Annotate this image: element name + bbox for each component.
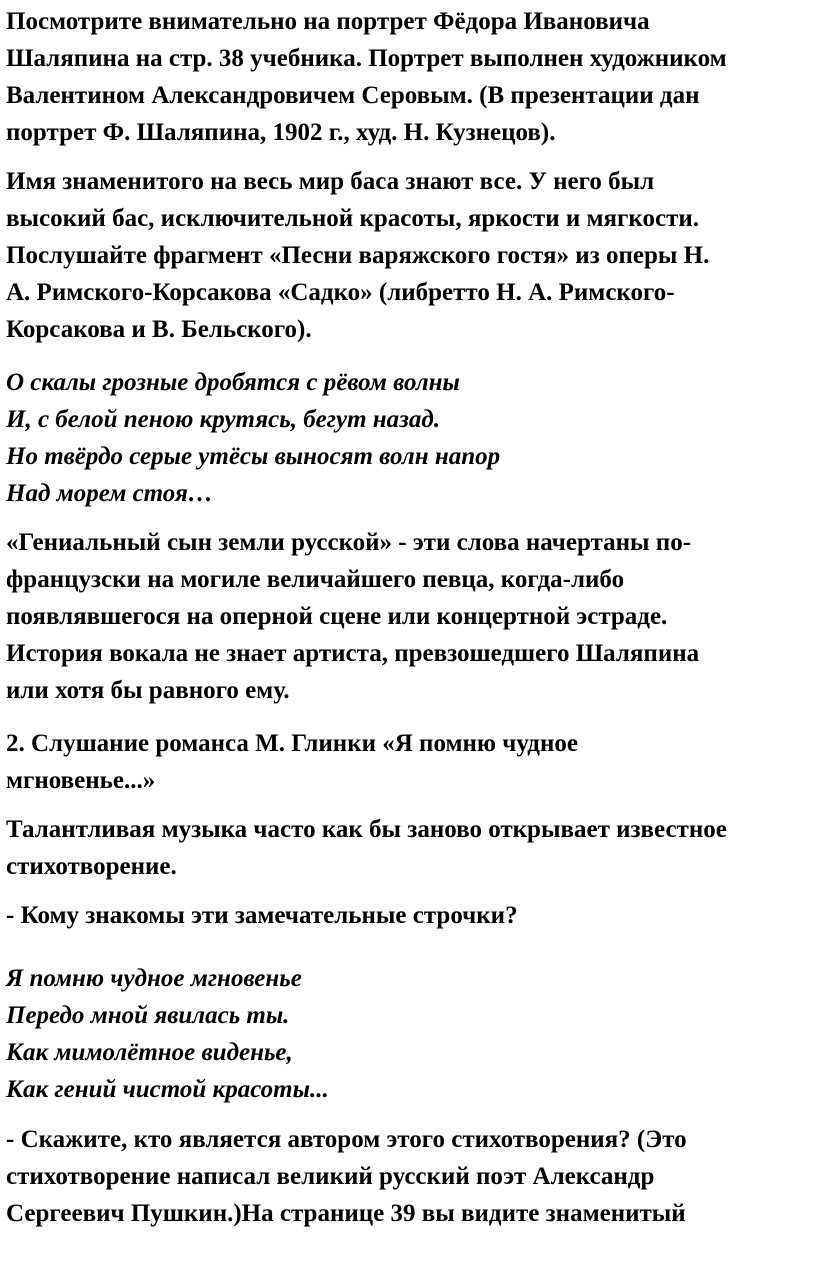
poem-line: И, с белой пеною крутясь, бегут назад. — [6, 406, 441, 433]
poem-line: О скалы грозные дробятся с рёвом волны — [6, 369, 460, 396]
poem-line: Над морем стоя… — [6, 480, 213, 507]
text-line: или хотя бы равного ему. — [6, 677, 290, 704]
text-line: французски на могиле величайшего певца, когда-либо — [6, 566, 625, 593]
paragraph-famous-bass — [6, 163, 812, 348]
text-line: История вокала не знает артиста, превзошедшего Шаляпина — [6, 640, 700, 667]
heading-line: мгновенье...» — [6, 767, 156, 794]
poem-pushkin — [6, 960, 812, 1108]
paragraph-author-question — [6, 1121, 812, 1232]
paragraph-genius-son — [6, 524, 812, 709]
text-line: - Скажите, кто является автором этого стихотворения? (Это — [6, 1126, 687, 1153]
poem-line: Но твёрдо серые утёсы выносят волн напор — [6, 443, 501, 470]
text-line: Талантливая музыка часто как бы заново открывает известное — [6, 816, 727, 843]
text-line: стихотворение. — [6, 853, 177, 880]
text-line: стихотворение написал великий русский поэт Александр — [6, 1163, 655, 1190]
text-line: Послушайте фрагмент «Песни варяжского гостя» из оперы Н. — [6, 242, 710, 269]
section-heading-glinka — [6, 725, 812, 799]
poem-line: Я помню чудное мгновенье — [6, 965, 302, 992]
text-line: Валентином Александровичем Серовым. (В презентации дан — [6, 82, 700, 109]
text-line: Имя знаменитого на весь мир баса знают все. У него был — [6, 168, 655, 195]
paragraph-chaliapin-portrait — [6, 3, 812, 151]
text-line: А. Римского-Корсакова «Садко» (либретто Н. А. Римского- — [6, 279, 675, 306]
poem-line: Как мимолётное виденье, — [6, 1039, 293, 1066]
question-who-knows — [6, 897, 812, 934]
poem-line: Передо мной явилась ты. — [6, 1002, 290, 1029]
heading-line: 2. Слушание романса М. Глинки «Я помню чудное — [6, 730, 578, 757]
text-line: Посмотрите внимательно на портрет Фёдора Ивановича — [6, 8, 650, 35]
text-line: высокий бас, исключительной красоты, яркости и мягкости. — [6, 205, 700, 232]
text-line: появлявшегося на оперной сцене или концертной эстраде. — [6, 603, 668, 630]
poem-line: Как гений чистой красоты... — [6, 1076, 329, 1103]
text-line: - Кому знакомы эти замечательные строчки? — [6, 902, 518, 929]
text-line: «Гениальный сын земли русской» - эти слова начертаны по- — [6, 529, 692, 556]
text-line: Корсакова и В. Бельского). — [6, 316, 312, 343]
text-line: Шаляпина на стр. 38 учебника. Портрет выполнен художником — [6, 45, 727, 72]
paragraph-talented-music — [6, 811, 812, 885]
poem-varangian-song — [6, 364, 812, 512]
text-line: Сергеевич Пушкин.)На странице 39 вы видите знаменитый — [6, 1200, 686, 1227]
text-line: портрет Ф. Шаляпина, 1902 г., худ. Н. Кузнецов). — [6, 119, 556, 146]
